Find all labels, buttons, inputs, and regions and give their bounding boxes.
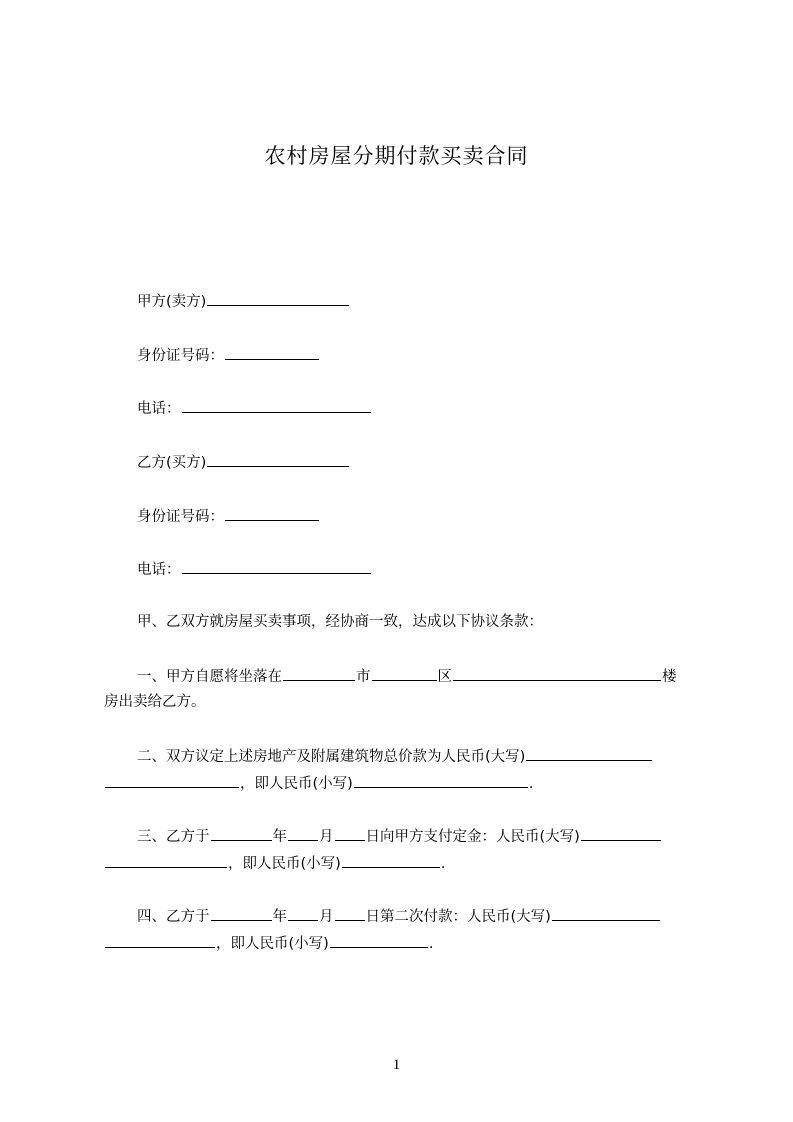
party-b-id-blank[interactable] xyxy=(225,506,319,521)
clause-4-blank-payment-figures[interactable] xyxy=(330,933,428,948)
party-a-phone-blank[interactable] xyxy=(182,398,371,413)
clause-3-month: 月 xyxy=(319,829,334,845)
clause-4-day-text: 日第二次付款：人民币(大写) xyxy=(365,909,551,925)
clause-1-district: 区 xyxy=(437,669,452,685)
clause-3-line-1 xyxy=(137,826,662,847)
clause-3-blank-year[interactable] xyxy=(211,826,272,841)
clause-3-line-2 xyxy=(104,853,445,874)
clause-4-prefix: 四、乙方于 xyxy=(137,909,210,925)
clause-4-blank-month[interactable] xyxy=(288,906,318,921)
party-b-phone-label: 电话： xyxy=(137,562,181,578)
clause-3-blank-month[interactable] xyxy=(288,826,318,841)
clause-2-blank-total-words-2[interactable] xyxy=(105,773,239,788)
clause-3-blank-deposit-words-1[interactable] xyxy=(581,826,661,841)
party-a-id-line xyxy=(137,345,320,366)
clause-4-blank-payment-words-2[interactable] xyxy=(105,933,215,948)
clause-1-building: 楼 xyxy=(662,669,677,685)
clause-2-blank-total-words-1[interactable] xyxy=(526,746,652,761)
clause-1-blank-district[interactable] xyxy=(453,666,661,681)
party-a-label: 甲方(卖方) xyxy=(137,294,207,310)
party-a-line xyxy=(137,291,350,312)
clause-1-blank-city[interactable] xyxy=(372,666,437,681)
intro-text: 甲、乙双方就房屋买卖事项，经协商一致，达成以下协议条款： xyxy=(137,614,543,630)
clause-1-blank-location[interactable] xyxy=(283,666,355,681)
clause-3-blank-deposit-words-2[interactable] xyxy=(105,853,227,868)
party-b-phone-line xyxy=(137,559,372,580)
clause-2-prefix: 二、双方议定上述房地产及附属建筑物总价款为人民币(大写) xyxy=(137,749,526,765)
party-a-id-label: 身份证号码： xyxy=(137,348,224,364)
page-number: 1 xyxy=(392,1057,401,1073)
clause-1-line-2: 房出卖给乙方。 xyxy=(104,694,206,710)
party-b-id-label: 身份证号码： xyxy=(137,509,224,525)
party-a-id-blank[interactable] xyxy=(225,345,319,360)
page-title: 农村房屋分期付款买卖合同 xyxy=(264,144,529,168)
clause-2-line-1 xyxy=(137,746,653,767)
clause-4-end: . xyxy=(428,936,434,952)
party-b-line xyxy=(137,452,350,473)
clause-3-year: 年 xyxy=(272,829,287,845)
clause-4-blank-year[interactable] xyxy=(211,906,272,921)
clause-4-line-2 xyxy=(104,933,433,954)
clause-2-small-label: ，即人民币(小写) xyxy=(240,776,353,792)
clause-1-prefix: 一、甲方自愿将坐落在 xyxy=(137,669,282,685)
party-b-phone-blank[interactable] xyxy=(182,559,371,574)
clause-3-end: . xyxy=(440,856,446,872)
clause-1-city: 市 xyxy=(356,669,371,685)
party-b-name-blank[interactable] xyxy=(207,452,349,467)
clause-3-prefix: 三、乙方于 xyxy=(137,829,210,845)
party-b-id-line xyxy=(137,506,320,527)
clause-2-line-2 xyxy=(104,773,533,794)
clause-4-blank-day[interactable] xyxy=(335,906,365,921)
party-a-name-blank[interactable] xyxy=(207,291,349,306)
clause-2-blank-total-figures[interactable] xyxy=(354,773,528,788)
clause-3-blank-deposit-figures[interactable] xyxy=(342,853,440,868)
clause-4-line-1 xyxy=(137,906,661,927)
clause-4-month: 月 xyxy=(319,909,334,925)
clause-4-year: 年 xyxy=(272,909,287,925)
clause-3-blank-day[interactable] xyxy=(335,826,365,841)
clause-4-blank-payment-words-1[interactable] xyxy=(552,906,660,921)
clause-4-small-label: ，即人民币(小写) xyxy=(216,936,329,952)
clause-2-end: . xyxy=(528,776,534,792)
clause-3-small-label: ，即人民币(小写) xyxy=(228,856,341,872)
party-a-phone-line xyxy=(137,398,372,419)
clause-1-line-1 xyxy=(137,666,677,687)
clause-3-day-text: 日向甲方支付定金：人民币(大写) xyxy=(365,829,580,845)
party-b-label: 乙方(买方) xyxy=(137,455,207,471)
party-a-phone-label: 电话： xyxy=(137,401,181,417)
